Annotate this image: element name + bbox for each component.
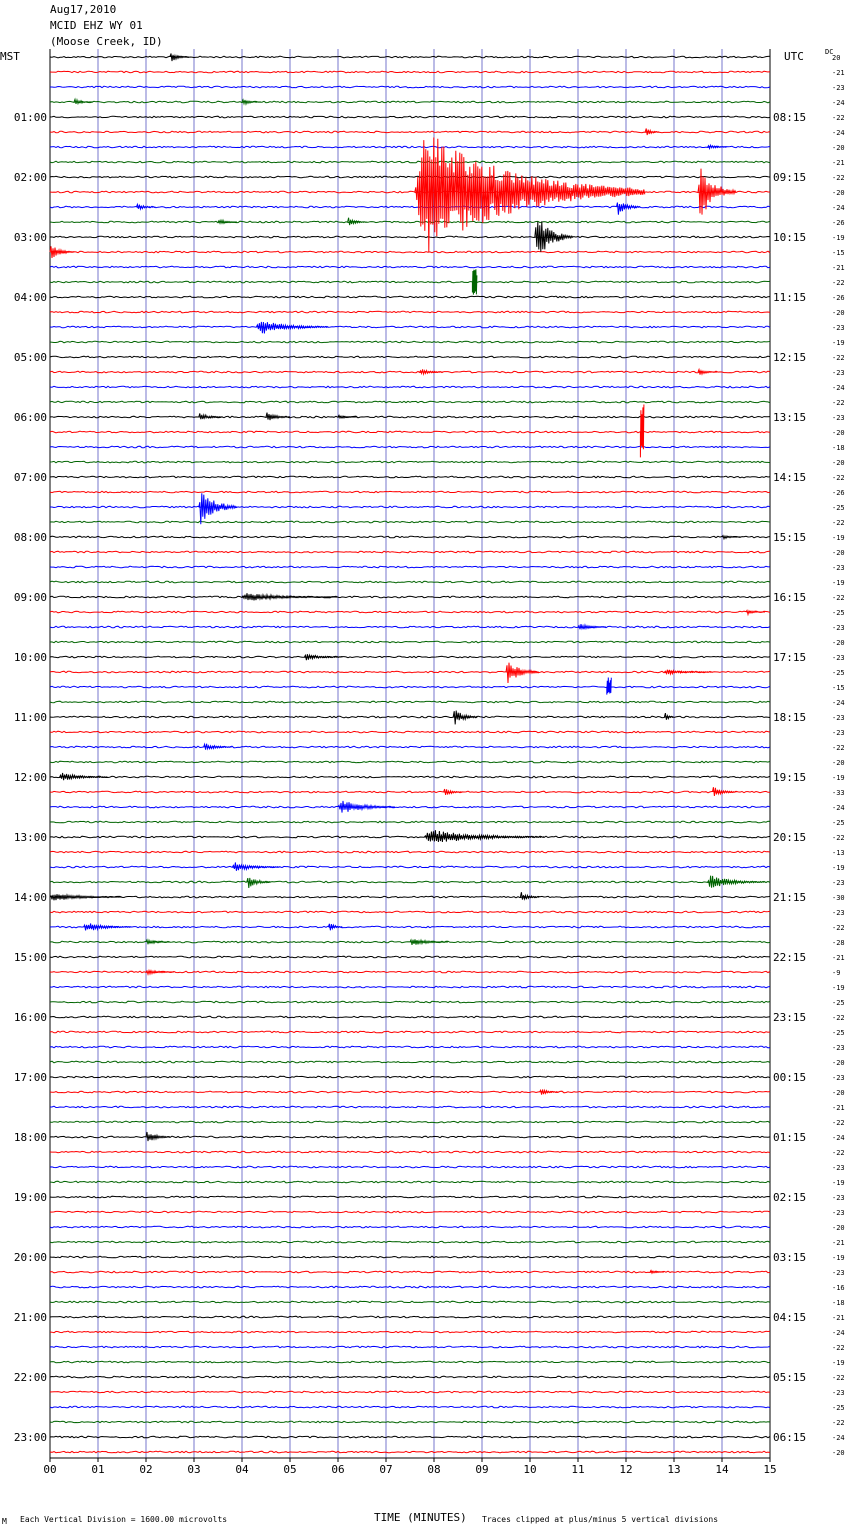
trace-line — [50, 746, 770, 748]
trace-line — [50, 1256, 770, 1258]
trace-line — [50, 1046, 770, 1048]
trace-line — [50, 986, 770, 988]
trace-line — [50, 71, 770, 73]
dc-offset-value: -24 — [832, 1134, 845, 1142]
dc-offset-value: -19 — [832, 984, 845, 992]
dc-offset-value: -22 — [832, 399, 845, 407]
left-timezone-label: MST — [0, 50, 20, 63]
left-hour-label: 08:00 — [13, 531, 47, 544]
seismic-event-waveform — [218, 220, 237, 223]
grid-lines — [50, 49, 770, 1458]
dc-offset-value: -18 — [832, 1299, 845, 1307]
seismic-event-waveform — [664, 713, 673, 720]
trace-line — [50, 1091, 770, 1093]
left-hour-label: 19:00 — [13, 1191, 47, 1204]
trace-line — [50, 1076, 770, 1078]
trace-line — [50, 206, 770, 208]
trace-line — [50, 851, 770, 853]
trace-line — [50, 1421, 770, 1423]
seismic-event-waveform — [607, 678, 612, 695]
dc-offset-value: -22 — [832, 1149, 845, 1157]
trace-line — [50, 161, 770, 163]
trace-line — [50, 1316, 770, 1318]
right-hour-label: 16:15 — [773, 591, 807, 604]
x-tick-label: 13 — [667, 1463, 681, 1476]
trace-line — [50, 326, 770, 328]
dc-offset-value: -23 — [832, 729, 845, 737]
dc-offset-value: -25 — [832, 819, 845, 827]
x-tick-label: 06 — [331, 1463, 345, 1476]
dc-offset-value: -23 — [832, 84, 845, 92]
trace-line — [50, 446, 770, 448]
trace-line — [50, 176, 770, 178]
dc-offset-value: -25 — [832, 999, 845, 1007]
dc-offset-value: -20 — [832, 309, 845, 317]
dc-offset-value: -22 — [832, 594, 845, 602]
dc-offset-value: -23 — [832, 879, 845, 887]
dc-offset-value: -23 — [832, 624, 845, 632]
header-location: (Moose Creek, ID) — [50, 35, 163, 48]
seismic-event-waveform — [170, 54, 189, 62]
x-tick-label: 08 — [427, 1463, 441, 1476]
dc-offset-value: -26 — [832, 294, 845, 302]
trace-line — [50, 56, 770, 58]
left-hour-label: 16:00 — [13, 1011, 47, 1024]
seismic-event-waveform — [74, 99, 93, 104]
seismic-event-waveform — [746, 610, 765, 614]
seismic-event-waveform — [722, 536, 741, 539]
dc-offset-value: -23 — [832, 1269, 845, 1277]
right-hour-label: 06:15 — [773, 1431, 807, 1444]
seismic-event-waveform — [199, 413, 223, 419]
trace-line — [50, 521, 770, 523]
dc-offset-value: -19 — [832, 534, 845, 542]
dc-offset-value: -20 — [832, 459, 845, 467]
dc-offset-value: -22 — [832, 1119, 845, 1127]
trace-line — [50, 86, 770, 88]
trace-line — [50, 1061, 770, 1063]
right-timezone-label: UTC — [784, 50, 804, 63]
dc-offset-value: -22 — [832, 834, 845, 842]
x-tick-label: 04 — [235, 1463, 249, 1476]
dc-offset-value: -20 — [832, 429, 845, 437]
seismic-event-waveform — [645, 129, 659, 136]
left-hour-label: 21:00 — [13, 1311, 47, 1324]
seismic-event-waveform — [472, 269, 477, 294]
trace-line — [50, 296, 770, 298]
trace-line — [50, 476, 770, 478]
right-hour-label: 21:15 — [773, 891, 807, 904]
right-hour-label: 23:15 — [773, 1011, 807, 1024]
trace-line — [50, 836, 770, 838]
dc-offset-value: -25 — [832, 504, 845, 512]
trace-line — [50, 671, 770, 673]
trace-line — [50, 236, 770, 238]
dc-offset-value: -16 — [832, 1284, 845, 1292]
seismic-event-waveform — [247, 878, 271, 888]
trace-line — [50, 1331, 770, 1333]
trace-line — [50, 1016, 770, 1018]
left-hour-label: 15:00 — [13, 951, 47, 964]
trace-line — [50, 221, 770, 223]
dc-offset-value: -25 — [832, 669, 845, 677]
dc-offset-value: -22 — [832, 354, 845, 362]
dc-offset-value: -21 — [832, 159, 845, 167]
trace-line — [50, 1286, 770, 1288]
trace-line — [50, 1211, 770, 1213]
dc-offset-value: -21 — [832, 69, 845, 77]
dc-offset-value: -19 — [832, 1359, 845, 1367]
right-hour-label: 05:15 — [773, 1371, 807, 1384]
dc-offset-value: -22 — [832, 474, 845, 482]
left-hour-label: 03:00 — [13, 231, 47, 244]
dc-offset-value: -22 — [832, 174, 845, 182]
left-hour-label: 18:00 — [13, 1131, 47, 1144]
dc-offset-value: -20 — [832, 1089, 845, 1097]
dc-offset-value: -18 — [832, 444, 845, 452]
dc-offset-label: DC — [825, 48, 834, 56]
trace-line — [50, 1121, 770, 1123]
dc-offset-value: -21 — [832, 954, 845, 962]
seismic-event-waveform — [664, 670, 712, 674]
trace-line — [50, 566, 770, 568]
right-hour-label: 12:15 — [773, 351, 807, 364]
left-hour-label: 12:00 — [13, 771, 47, 784]
dc-offset-value: -23 — [832, 1194, 845, 1202]
dc-offset-value: -22 — [832, 519, 845, 527]
left-hour-label: 23:00 — [13, 1431, 47, 1444]
seismic-event-waveform — [616, 203, 640, 215]
trace-line — [50, 611, 770, 613]
trace-line — [50, 416, 770, 418]
x-tick-label: 01 — [91, 1463, 105, 1476]
trace-line — [50, 356, 770, 358]
dc-offset-value: -20 — [832, 189, 845, 197]
dc-offset-value: -13 — [832, 849, 845, 857]
trace-line — [50, 191, 770, 193]
x-tick-label: 14 — [715, 1463, 729, 1476]
trace-line — [50, 461, 770, 463]
dc-offset-value: -22 — [832, 1374, 845, 1382]
trace-line — [50, 1106, 770, 1108]
dc-offset-value: -15 — [832, 684, 845, 692]
left-hour-label: 11:00 — [13, 711, 47, 724]
trace-line — [50, 776, 770, 778]
left-hour-label: 09:00 — [13, 591, 47, 604]
dc-offset-value: -24 — [832, 129, 845, 137]
trace-line — [50, 1226, 770, 1228]
seismic-event-waveform — [242, 100, 261, 104]
dc-offset-value: -23 — [832, 714, 845, 722]
right-hour-label: 09:15 — [773, 171, 807, 184]
dc-offset-value: -23 — [832, 564, 845, 572]
trace-line — [50, 1301, 770, 1303]
right-hour-label: 13:15 — [773, 411, 807, 424]
right-hour-label: 11:15 — [773, 291, 807, 304]
trace-line — [50, 1391, 770, 1393]
trace-line — [50, 506, 770, 508]
seismic-event-waveform — [146, 940, 170, 944]
dc-offset-value: -24 — [832, 99, 845, 107]
trace-line — [50, 491, 770, 493]
dc-offset-value: -21 — [832, 264, 845, 272]
dc-offset-value: -19 — [832, 339, 845, 347]
dc-offset-value: -21 — [832, 1104, 845, 1112]
trace-line — [50, 911, 770, 913]
trace-line — [50, 1031, 770, 1033]
dc-offset-value: -25 — [832, 1029, 845, 1037]
trace-line — [50, 401, 770, 403]
dc-offset-value: -23 — [832, 654, 845, 662]
trace-line — [50, 596, 770, 598]
dc-offset-value: -25 — [832, 1404, 845, 1412]
dc-offset-value: -25 — [832, 609, 845, 617]
x-axis-title: TIME (MINUTES) — [374, 1511, 467, 1524]
left-hour-label: 02:00 — [13, 171, 47, 184]
trace-line — [50, 386, 770, 388]
trace-line — [50, 731, 770, 733]
trace-line — [50, 926, 770, 928]
left-hour-label: 20:00 — [13, 1251, 47, 1264]
right-hour-label: 03:15 — [773, 1251, 807, 1264]
trace-line — [50, 581, 770, 583]
dc-offset-value: -20 — [832, 1449, 845, 1457]
dc-offset-value: -30 — [832, 894, 845, 902]
seismic-event-waveform — [640, 405, 644, 458]
x-tick-label: 11 — [571, 1463, 585, 1476]
trace-line — [50, 701, 770, 703]
left-hour-label: 13:00 — [13, 831, 47, 844]
dc-offset-value: -22 — [832, 744, 845, 752]
dc-offset-value: -23 — [832, 909, 845, 917]
dc-offset-value: -24 — [832, 804, 845, 812]
seismic-event-waveform — [698, 370, 717, 375]
trace-line — [50, 641, 770, 643]
dc-offset-value: -20 — [832, 639, 845, 647]
dc-offset-value: -24 — [832, 1434, 845, 1442]
header-station: MCID EHZ WY 01 — [50, 19, 143, 32]
dc-offset-value: -22 — [832, 279, 845, 287]
dc-offset-value: -23 — [832, 414, 845, 422]
trace-line — [50, 251, 770, 253]
dc-offset-value: -23 — [832, 369, 845, 377]
dc-offset-value: -23 — [832, 324, 845, 332]
dc-offset-value: -24 — [832, 1329, 845, 1337]
trace-line — [50, 881, 770, 883]
trace-line — [50, 1151, 770, 1153]
x-tick-label: 15 — [763, 1463, 777, 1476]
trace-line — [50, 686, 770, 688]
dc-offset-value: -20 — [832, 1059, 845, 1067]
seismic-event-waveform — [708, 876, 765, 888]
dc-offset-value: -19 — [832, 234, 845, 242]
right-hour-label: 04:15 — [773, 1311, 807, 1324]
dc-offset-value: -19 — [832, 1179, 845, 1187]
left-hour-label: 04:00 — [13, 291, 47, 304]
dc-offset-value: -24 — [832, 699, 845, 707]
dc-offset-value: -22 — [832, 1419, 845, 1427]
seismic-event-waveform — [256, 322, 328, 334]
trace-line — [50, 806, 770, 808]
trace-line — [50, 1376, 770, 1378]
left-hour-label: 07:00 — [13, 471, 47, 484]
dc-offset-value: -20 — [832, 549, 845, 557]
header-date: Aug17,2010 — [50, 3, 117, 16]
trace-line — [50, 1436, 770, 1438]
dc-offset-value: -15 — [832, 249, 845, 257]
right-hour-label: 19:15 — [773, 771, 807, 784]
right-hour-label: 20:15 — [773, 831, 807, 844]
dc-offset-value: -23 — [832, 1164, 845, 1172]
trace-line — [50, 1196, 770, 1198]
left-hour-label: 17:00 — [13, 1071, 47, 1084]
dc-offset-value: -19 — [832, 864, 845, 872]
left-hour-label: 05:00 — [13, 351, 47, 364]
trace-line — [50, 101, 770, 103]
left-hour-label: 10:00 — [13, 651, 47, 664]
x-tick-label: 05 — [283, 1463, 297, 1476]
trace-line — [50, 551, 770, 553]
trace-line — [50, 1406, 770, 1408]
x-tick-label: 02 — [139, 1463, 153, 1476]
seismic-event-waveform — [444, 789, 463, 795]
dc-offset-value: 20 — [832, 54, 841, 62]
seismic-traces — [50, 56, 770, 1453]
trace-line — [50, 341, 770, 343]
dc-offset-value: -26 — [832, 219, 845, 227]
trace-line — [50, 866, 770, 868]
dc-offset-value: -23 — [832, 1074, 845, 1082]
seismic-event-waveform — [578, 624, 606, 629]
x-tick-label: 09 — [475, 1463, 489, 1476]
right-hour-label: 10:15 — [773, 231, 807, 244]
seismic-event-waveform — [338, 415, 357, 418]
x-tick-label: 07 — [379, 1463, 393, 1476]
right-hour-label: 02:15 — [773, 1191, 807, 1204]
dc-offset-value: -19 — [832, 579, 845, 587]
dc-offset-value: -21 — [832, 1239, 845, 1247]
trace-line — [50, 656, 770, 658]
trace-line — [50, 896, 770, 898]
seismic-event-waveform — [304, 654, 342, 660]
seismic-event-waveform — [453, 711, 477, 725]
x-tick-label: 00 — [43, 1463, 57, 1476]
right-hour-label: 00:15 — [773, 1071, 807, 1084]
trace-line — [50, 311, 770, 313]
left-hour-label: 14:00 — [13, 891, 47, 904]
dc-offset-value: -20 — [832, 144, 845, 152]
dc-offset-value: -26 — [832, 489, 845, 497]
trace-line — [50, 1361, 770, 1363]
right-hour-label: 22:15 — [773, 951, 807, 964]
dc-offset-value: -23 — [832, 1389, 845, 1397]
left-hour-label: 01:00 — [13, 111, 47, 124]
right-hour-label: 17:15 — [773, 651, 807, 664]
dc-offset-value: -22 — [832, 1014, 845, 1022]
dc-offset-value: -19 — [832, 774, 845, 782]
trace-line — [50, 146, 770, 148]
dc-offset-value: -33 — [832, 789, 845, 797]
right-hour-label: 08:15 — [773, 111, 807, 124]
trace-line — [50, 821, 770, 823]
footer-mark: M — [2, 1517, 7, 1526]
seismic-event-waveform — [708, 145, 727, 148]
footer-scale-note: Each Vertical Division = 1600.00 microvolts — [20, 1515, 228, 1524]
trace-line — [50, 371, 770, 373]
trace-line — [50, 116, 770, 118]
right-hour-label: 18:15 — [773, 711, 807, 724]
dc-offset-value: -20 — [832, 759, 845, 767]
trace-line — [50, 266, 770, 268]
x-tick-label: 10 — [523, 1463, 537, 1476]
dc-offset-value: -22 — [832, 1344, 845, 1352]
trace-line — [50, 1181, 770, 1183]
seismic-event-waveform — [232, 862, 280, 870]
dc-offset-value: -19 — [832, 1254, 845, 1262]
dc-offset-value: -22 — [832, 114, 845, 122]
right-hour-label: 01:15 — [773, 1131, 807, 1144]
seismic-event-waveform — [50, 894, 122, 900]
footer-clip-note: Traces clipped at plus/minus 5 vertical divisions — [482, 1515, 719, 1524]
trace-line — [50, 716, 770, 718]
dc-offset-value: -23 — [832, 1209, 845, 1217]
trace-line — [50, 626, 770, 628]
dc-offset-value: -24 — [832, 204, 845, 212]
trace-line — [50, 1001, 770, 1003]
seismic-event-waveform — [540, 1090, 559, 1095]
trace-line — [50, 131, 770, 133]
trace-line — [50, 536, 770, 538]
right-hour-label: 14:15 — [773, 471, 807, 484]
trace-line — [50, 791, 770, 793]
seismic-event-waveform — [506, 663, 539, 683]
x-tick-label: 03 — [187, 1463, 201, 1476]
dc-offset-value: -23 — [832, 1044, 845, 1052]
dc-offset-value: -20 — [832, 1224, 845, 1232]
trace-line — [50, 761, 770, 763]
trace-line — [50, 1451, 770, 1453]
trace-line — [50, 956, 770, 958]
trace-line — [50, 1346, 770, 1348]
dc-offset-value: -9 — [832, 969, 841, 977]
seismic-event-waveform — [420, 369, 443, 374]
left-hour-label: 06:00 — [13, 411, 47, 424]
left-hour-label: 22:00 — [13, 1371, 47, 1384]
trace-line — [50, 281, 770, 283]
x-tick-label: 12 — [619, 1463, 633, 1476]
trace-line — [50, 431, 770, 433]
seismic-event-waveform — [535, 221, 573, 251]
dc-offset-value: -22 — [832, 924, 845, 932]
trace-line — [50, 1241, 770, 1243]
trace-line — [50, 1166, 770, 1168]
right-hour-label: 15:15 — [773, 531, 807, 544]
dc-offset-value: -28 — [832, 939, 845, 947]
seismic-event-waveform — [199, 493, 237, 524]
dc-offset-value: -21 — [832, 1314, 845, 1322]
dc-offset-value: -24 — [832, 384, 845, 392]
seismic-event-waveform — [50, 246, 74, 258]
